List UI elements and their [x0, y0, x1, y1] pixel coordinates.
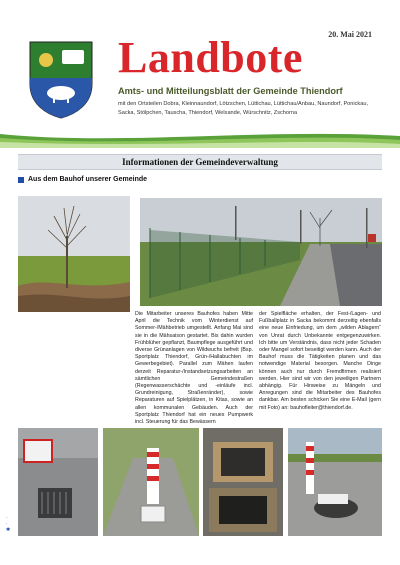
newspaper-title: Landbote — [118, 33, 303, 82]
newspaper-subtitle: Amts- und Mitteilungsblatt der Gemeinde Thiendorf — [118, 86, 343, 96]
article-column-1 — [135, 311, 253, 426]
photo-tree-field — [18, 196, 130, 312]
photo-fence-road — [140, 198, 382, 306]
page-margin-marks: · · ✱ — [6, 515, 11, 533]
issue-date: 20. Mai 2021 — [328, 30, 372, 39]
article-heading: Aus dem Bauhof unserer Gemeinde — [28, 176, 148, 183]
article-text-1: Die Mitarbeiter unseres Bauhofes haben Mitte April die Technik vom Winterdienst auf Sommer-/Mähbetrieb umgestellt. Anfang Mai sind sie in die Mähsaison gestartet. Bis dahin wurden Frühblüher gepflanzt, Baumpflege ausgeführt und diverse Grünanlagen von Wildwuchs befreit (Bsp. Sportplatz Thiendorf, Grün-/Hallabuchten im Gewerbegebiet). Parallel zum Mähen laufen derzeit Reparatur-/Instandsetzungsarbeiten an sämtlichen Gemeindestraßen (Regenwasserschächte und -einläufe incl. Grundreinigung, Straßenränder), sowie Reparaturen auf Spielplätzen, in Kitas, sowie an allen kommunalen Gebäuden. Auch der Sportplatz Thiendorf hat ein neues Pumpwerk incl. Steuerung für das Bewässern — [135, 311, 253, 426]
article-column-2 — [259, 311, 381, 412]
article-text-2: der Spielfläche erhalten, der Fest-/Lagen- und Fußballplatz in Sacka bekommt derzeitig ebenfalls eine neue Einfriedung, um dem „wilden Ablagern“ von Unrat durch Unbekannte entgegenzuwirken. Ich bitte um Verständnis, dass nicht jeder Schaden oder Mangel sofort beseitigt werden kann. Auch der Bauhof muss die Tätigkeiten planen und das notwendige Material besorgen. Manche Dinge können auch nur durch Fremdfirmen realisiert werden. Hier sind wir von den jeweiligen Partnern abhängig. Für Hinweise zu Mängeln und Anregungen sind die Mitarbeiter des Bauhofes dankbar. Am besten schicken Sie eine E-Mail (gern mit Foto) an: bauhofleiter@thiendorf.de. — [259, 311, 381, 411]
photo-drain-shaft — [203, 428, 283, 536]
photo-drain-grate — [18, 428, 98, 536]
subheading-marker-icon — [18, 177, 24, 183]
photo-road-drain-barrier — [288, 428, 382, 536]
district-list: mit den Ortsteilen Dobra, Kleinnaundorf, Lötzschen, Lüttichau, Lüttichau/Anbau, Naundorf, Ponickau, Sacka, Stölpchen, Tauscha, Thiendorf, Welxande, Würschnitz, Zschorna — [118, 101, 369, 116]
masthead-green-sweep — [0, 128, 400, 148]
section-title: Informationen der Gemeindeverwaltung — [18, 154, 382, 170]
photo-curb-barrier — [103, 428, 199, 536]
coat-of-arms-icon — [26, 38, 96, 120]
